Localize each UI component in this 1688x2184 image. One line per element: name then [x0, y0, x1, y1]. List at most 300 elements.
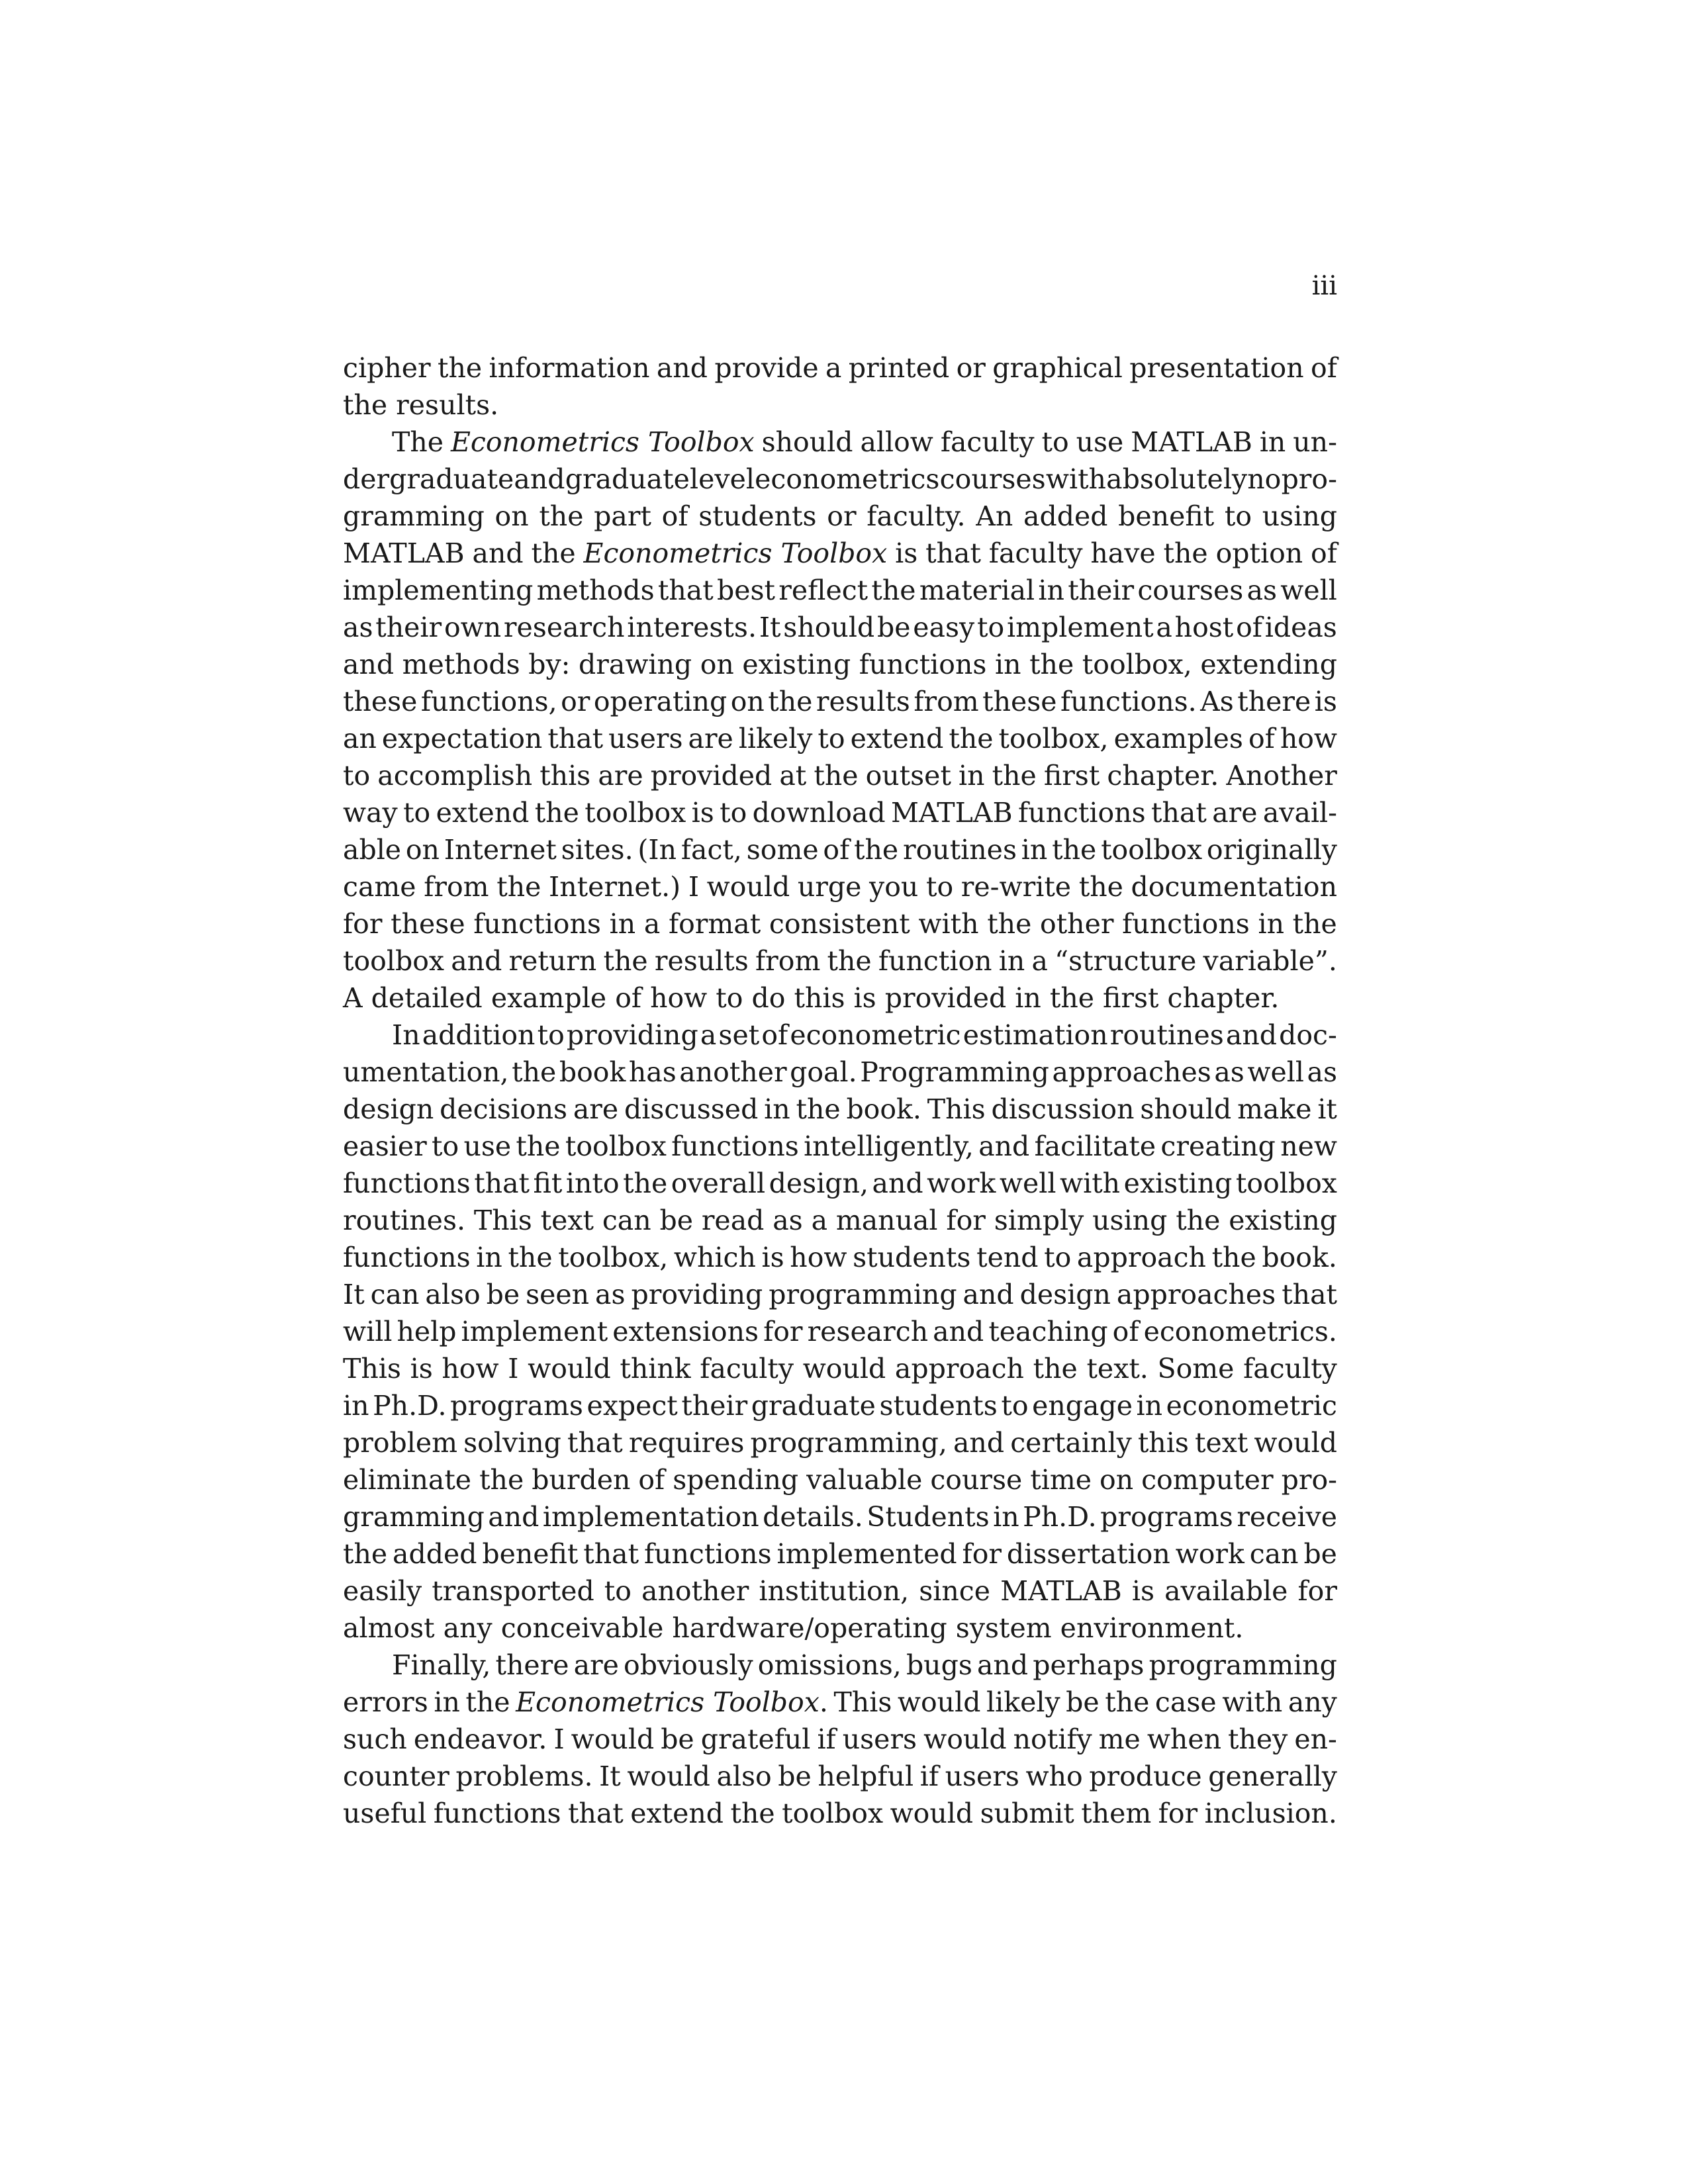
word: the: [1163, 537, 1208, 569]
word: research: [807, 1316, 929, 1347]
word: and: [656, 352, 708, 384]
word: likely: [986, 1686, 1060, 1718]
text-line: [343, 1461, 1337, 1498]
word: would: [1254, 1427, 1337, 1459]
word: expect: [586, 1390, 678, 1422]
word: in: [993, 1501, 1019, 1533]
word: the: [871, 574, 916, 606]
word: to: [604, 1575, 632, 1607]
word: with: [1045, 463, 1106, 495]
word: from: [424, 871, 489, 903]
word: return: [508, 945, 597, 977]
word: work: [927, 1167, 996, 1199]
word: a: [1156, 612, 1172, 643]
word: valuable: [806, 1464, 923, 1496]
word: think: [620, 1353, 691, 1385]
paragraph: [343, 349, 1337, 424]
word: Some: [1157, 1353, 1235, 1385]
text-line: [343, 1276, 1337, 1313]
word: produce: [1089, 1760, 1202, 1792]
word: be: [661, 1723, 694, 1755]
word: the: [730, 1797, 775, 1829]
word: another: [641, 1575, 749, 1607]
word: as: [773, 1205, 803, 1236]
word: or: [956, 352, 986, 384]
word: for: [1158, 1797, 1198, 1829]
word: spending: [673, 1464, 799, 1496]
word: in: [1136, 1390, 1163, 1422]
word: existing: [1229, 1205, 1337, 1236]
word: to: [1041, 426, 1069, 458]
word: the: [1292, 908, 1337, 940]
word: since: [919, 1575, 991, 1607]
word: the: [479, 1464, 524, 1496]
word: approach: [1076, 1242, 1206, 1273]
word: implement: [461, 1316, 608, 1347]
word: MATLAB: [890, 797, 1013, 829]
text-line: [343, 1128, 1337, 1165]
word: toolbox,: [998, 723, 1109, 754]
word: in: [476, 1242, 502, 1273]
word: Ph.D.: [1023, 1501, 1097, 1533]
word: text.: [1086, 1353, 1149, 1385]
text-line: [343, 1684, 1337, 1721]
word: faculty: [988, 537, 1083, 569]
word: course: [930, 1464, 1023, 1496]
word: option: [1215, 537, 1303, 569]
word: easier: [343, 1130, 427, 1162]
text-line: [343, 720, 1337, 757]
word: a: [643, 908, 661, 940]
word: best: [716, 574, 775, 606]
word: functions: [343, 1167, 471, 1199]
word: research: [503, 612, 625, 643]
word: requires: [628, 1427, 745, 1459]
word: the: [512, 1056, 557, 1088]
word: these: [982, 686, 1057, 717]
text-line: [343, 461, 1337, 498]
word: of: [1311, 537, 1337, 569]
word: approach: [894, 1353, 1024, 1385]
word: are: [573, 1649, 619, 1681]
word: of: [761, 1019, 788, 1051]
word: in: [434, 1686, 460, 1718]
word: intelligently,: [804, 1130, 974, 1162]
word: some: [746, 834, 819, 866]
word: and: [978, 1130, 1030, 1162]
word: I: [688, 871, 700, 903]
word: text: [1194, 1427, 1248, 1459]
word: be: [1066, 1686, 1100, 1718]
word: engage: [1032, 1390, 1133, 1422]
word: there: [495, 1649, 569, 1681]
word: has: [628, 1056, 677, 1088]
word: with: [1060, 1167, 1121, 1199]
word: courses: [1137, 574, 1244, 606]
word: to: [1044, 1242, 1072, 1273]
text-line: [343, 535, 1337, 572]
word: students: [698, 500, 817, 532]
word: me: [1098, 1723, 1141, 1755]
text-line: [343, 1239, 1337, 1276]
word: Internet.): [549, 871, 681, 903]
word: perhaps: [1033, 1649, 1145, 1681]
word: functions: [643, 1538, 772, 1570]
word: re-write: [961, 871, 1072, 903]
text-line: [343, 1610, 1337, 1647]
word: discussion: [991, 1093, 1135, 1125]
word: as: [595, 1279, 626, 1310]
word: provide: [714, 352, 819, 384]
word: MATLAB: [343, 537, 465, 569]
word: and: [1225, 1019, 1277, 1051]
word: with: [1222, 1686, 1283, 1718]
word: on: [700, 649, 734, 680]
word: would: [528, 1353, 611, 1385]
word: on: [405, 834, 440, 866]
word: Econometrics Toolbox: [450, 426, 755, 458]
word: from: [914, 686, 979, 717]
word: using: [1262, 500, 1337, 532]
word: graduate: [751, 1390, 876, 1422]
word: how: [790, 1242, 847, 1273]
word: the: [516, 1130, 561, 1162]
word: and: [933, 1316, 984, 1347]
word: It: [343, 1279, 365, 1310]
body-text: [343, 349, 1337, 1832]
word: submit: [980, 1797, 1074, 1829]
word: the: [992, 760, 1037, 792]
paragraph: [343, 424, 1337, 1017]
word: into: [565, 1167, 620, 1199]
word: Programming: [860, 1056, 1049, 1088]
word: how: [442, 1353, 499, 1385]
word: functions,: [420, 686, 557, 717]
word: provided: [650, 760, 773, 792]
word: endeavor.: [413, 1723, 547, 1755]
text-line: [343, 905, 1337, 942]
word: functions: [433, 1797, 561, 1829]
word: the results.: [343, 389, 499, 421]
word: will: [343, 1316, 393, 1347]
word: be: [486, 1279, 520, 1310]
word: I: [508, 1353, 519, 1385]
text-line: [343, 1387, 1337, 1424]
word: the: [1052, 834, 1097, 866]
word: their: [375, 612, 442, 643]
word: functions.: [1060, 686, 1197, 717]
word: methods: [402, 649, 520, 680]
word: approaches: [1052, 1056, 1211, 1088]
word: for: [343, 908, 383, 940]
word: be: [778, 1760, 812, 1792]
word: to: [925, 871, 954, 903]
word: likely: [738, 723, 813, 754]
word: that: [547, 723, 604, 754]
word: to: [432, 1130, 459, 1162]
word: the: [1078, 871, 1123, 903]
word: functions: [1122, 908, 1250, 940]
word: should: [1140, 1093, 1232, 1125]
text-line: [343, 1054, 1337, 1091]
word: there: [1237, 686, 1311, 717]
word: in: [1021, 834, 1048, 866]
word: in: [1258, 908, 1284, 940]
word: is: [1314, 686, 1337, 717]
text-line: [343, 757, 1337, 794]
text-line: [343, 1498, 1337, 1535]
text-line: [343, 942, 1337, 979]
word: en-: [1294, 1723, 1337, 1755]
word: Ph.D.: [373, 1390, 447, 1422]
word: no: [1247, 463, 1282, 495]
word: is: [895, 537, 918, 569]
word: originally: [1206, 834, 1337, 866]
word: certainly: [1010, 1427, 1132, 1459]
word: extend: [630, 1797, 724, 1829]
word: In: [392, 1019, 420, 1051]
word: examples: [1113, 723, 1243, 754]
word: of: [1248, 723, 1275, 754]
word: simply: [994, 1205, 1084, 1236]
word: useful: [343, 1797, 427, 1829]
word: absolutely: [1106, 463, 1248, 495]
word: allow: [860, 426, 933, 458]
word: read: [701, 1205, 765, 1236]
word: results: [816, 686, 910, 717]
word: as: [1307, 1056, 1337, 1088]
word: faculty.: [867, 500, 966, 532]
text-line: [343, 1572, 1337, 1610]
word: receive: [1237, 1501, 1337, 1533]
word: toolbox,: [558, 1242, 669, 1273]
word: implementing: [343, 574, 534, 606]
word: programming,: [750, 1427, 947, 1459]
word: toolbox: [1101, 834, 1203, 866]
word: faculty: [1243, 1353, 1337, 1385]
word: notify: [1013, 1723, 1092, 1755]
word: material: [919, 574, 1035, 606]
word: variable”.: [1203, 945, 1337, 977]
text-line: [343, 349, 1337, 387]
word: and: [472, 537, 524, 569]
text-line: [343, 1017, 1337, 1054]
word: of: [823, 834, 850, 866]
word: using: [1092, 1205, 1168, 1236]
word: of: [638, 1464, 665, 1496]
word: a: [811, 1205, 828, 1236]
word: toolbox: [782, 1797, 884, 1829]
word: way: [343, 797, 398, 829]
word: pro-: [1281, 1464, 1337, 1496]
word: make: [1237, 1093, 1312, 1125]
text-line: [343, 1202, 1337, 1239]
word: design,: [769, 1167, 868, 1199]
text-line: [343, 1647, 1337, 1684]
word: extend: [850, 723, 944, 754]
word: added: [393, 1538, 477, 1570]
text-line: [343, 1165, 1337, 1202]
word: they: [1228, 1723, 1288, 1755]
word: that: [567, 1797, 624, 1829]
word: omissions,: [757, 1649, 902, 1681]
word: added: [1023, 500, 1108, 532]
word: the: [465, 1686, 510, 1718]
word: toolbox: [565, 1130, 667, 1162]
word: any: [1288, 1686, 1337, 1718]
word: that: [1151, 797, 1207, 829]
text-line: [343, 1350, 1337, 1387]
word: information: [489, 352, 650, 384]
word: level: [690, 463, 755, 495]
text-line: [343, 498, 1337, 535]
word: use: [1076, 426, 1124, 458]
word: This: [473, 1205, 532, 1236]
word: MATLAB: [1131, 426, 1252, 458]
word: the: [1105, 1686, 1150, 1718]
word: reflect: [778, 574, 868, 606]
word: the: [827, 945, 872, 977]
word: helpful: [818, 1760, 914, 1792]
word: routines.: [343, 1205, 466, 1236]
word: part: [594, 500, 651, 532]
word: providing: [566, 1019, 698, 1051]
word: the: [1176, 1205, 1221, 1236]
text-line: [343, 609, 1337, 646]
word: well: [1280, 574, 1337, 606]
word: eliminate: [343, 1464, 472, 1496]
word: functions: [859, 649, 987, 680]
word: this: [539, 760, 591, 792]
word: that: [925, 537, 981, 569]
word: transported: [432, 1575, 594, 1607]
word: that: [474, 1167, 530, 1199]
word: grateful: [700, 1723, 811, 1755]
word: of: [1236, 612, 1262, 643]
word: faculty: [940, 426, 1035, 458]
word: benefit: [1118, 500, 1215, 532]
word: would: [923, 1723, 1007, 1755]
word: graduate: [565, 463, 690, 495]
word: how: [1280, 723, 1337, 754]
word: dergraduate: [343, 463, 514, 495]
word: and: [451, 945, 502, 977]
word: generally: [1208, 1760, 1337, 1792]
word: use: [463, 1130, 512, 1162]
word: to: [1001, 1390, 1029, 1422]
text-line: [343, 387, 1337, 424]
word: documentation: [1131, 871, 1337, 903]
word: programs: [1100, 1501, 1233, 1533]
word: in: [764, 1093, 790, 1125]
word: operating: [593, 686, 727, 717]
word: that: [583, 1538, 639, 1570]
word: as: [1214, 1056, 1244, 1088]
word: would: [627, 1760, 710, 1792]
word: cipher: [343, 352, 431, 384]
word: to: [343, 760, 371, 792]
word: inclusion.: [1204, 1797, 1337, 1829]
word: text: [540, 1205, 594, 1236]
word: solving: [463, 1427, 561, 1459]
word: Econometrics Toolbox.: [516, 1686, 828, 1718]
word: sites.: [561, 834, 633, 866]
paragraph: [343, 1647, 1337, 1832]
word: to: [818, 723, 845, 754]
word: book.: [846, 1093, 921, 1125]
word: doc-: [1279, 1019, 1337, 1051]
word: in: [994, 649, 1021, 680]
text-line: [343, 831, 1337, 868]
word: this: [1137, 1427, 1189, 1459]
word: if: [817, 1723, 836, 1755]
word: would: [802, 1353, 886, 1385]
word: should: [783, 612, 875, 643]
word: the: [854, 834, 899, 866]
word: and: [514, 463, 565, 495]
word: extend: [436, 797, 530, 829]
word: A detailed example of how to do this is provided in the first chapter.: [343, 982, 1280, 1014]
word: implemented: [776, 1538, 957, 1570]
word: Internet: [444, 834, 557, 866]
word: would: [897, 1686, 981, 1718]
word: Finally,: [392, 1649, 491, 1681]
word: burden: [532, 1464, 631, 1496]
word: these: [343, 686, 418, 717]
word: of: [1311, 352, 1337, 384]
word: functions: [671, 1130, 799, 1162]
word: drawing: [579, 649, 692, 680]
word: the: [534, 797, 579, 829]
word: Econometrics Toolbox: [583, 537, 888, 569]
word: for: [962, 1538, 1002, 1570]
word: creating: [1160, 1130, 1276, 1162]
word: is: [1131, 1575, 1154, 1607]
word: toolbox: [1235, 1167, 1337, 1199]
word: programs: [450, 1390, 583, 1422]
word: for: [946, 1205, 986, 1236]
word: MATLAB: [1000, 1575, 1122, 1607]
word: their: [681, 1390, 748, 1422]
word: should: [761, 426, 853, 458]
word: of: [1112, 1316, 1139, 1347]
word: from: [755, 945, 821, 977]
word: other: [1040, 908, 1114, 940]
word: users: [842, 1723, 917, 1755]
word: in: [1259, 426, 1286, 458]
text-line: [343, 1091, 1337, 1128]
word: book: [559, 1056, 626, 1088]
word: users: [608, 723, 683, 754]
word: book.: [1262, 1242, 1337, 1273]
word: the: [496, 871, 541, 903]
word: The: [392, 426, 444, 458]
word: which: [673, 1242, 756, 1273]
text-line: [343, 1795, 1337, 1832]
word: in: [343, 1390, 369, 1422]
word: the: [508, 1242, 553, 1273]
word: would: [571, 1723, 655, 1755]
word: a: [825, 352, 842, 384]
word: umentation,: [343, 1056, 509, 1088]
word: are: [1212, 797, 1258, 829]
word: for: [763, 1316, 803, 1347]
word: “structure: [1055, 945, 1197, 977]
word: seen: [526, 1279, 590, 1310]
word: download: [752, 797, 886, 829]
word: if: [919, 1760, 939, 1792]
word: that: [1282, 1279, 1337, 1310]
